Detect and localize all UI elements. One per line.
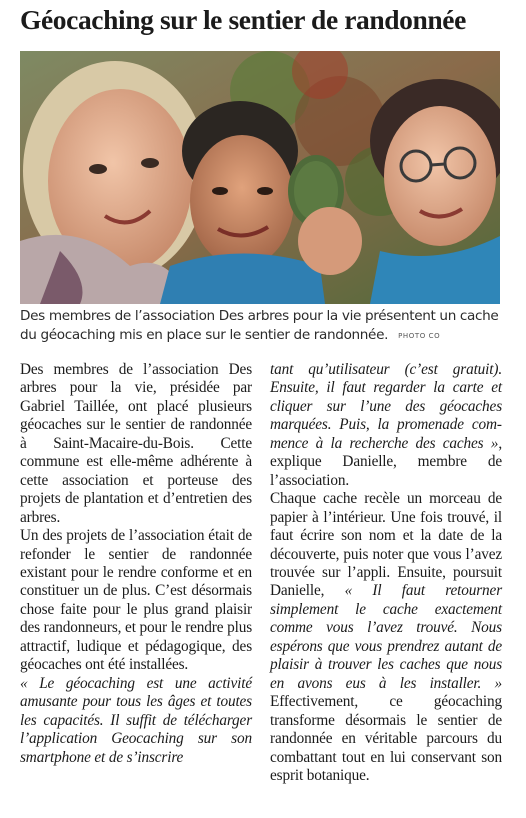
paragraph	[270, 490, 502, 785]
caption-text: Des membres de l’association Des arbres pour la vie présentent un cache du géocaching mis en place sur le sentier de randonnée.	[20, 308, 499, 343]
paragraph-text: , explique Danielle, membre de l’association.	[270, 434, 502, 489]
paragraph: Un des projets de l’association était de refonder le sentier de randonnée existant pour le rendre conforme et en constituer un de plus. C’est désormais chose faite pour le plus grand plaisir des randonneurs, et pour le rendre plus attractif, ludique et pédagogique, des géocaches ont été installées.	[20, 527, 252, 674]
quote-text: tant qu’utilisateur (c’est gratuit). Ensuite, il faut regarder la carte et cliquer sur l’une des géocaches marquées. Puis, la promenade commence à la recherche des caches »	[270, 361, 502, 452]
article-column-left	[20, 361, 252, 767]
paragraph-text: Effectivement, ce géocaching transforme désormais le sentier de randonnée en véritable parcours du combattant tout en lui conservant son esprit botanique.	[270, 693, 502, 784]
quote-text: « Il faut retourner simplement le cache exactement comme vous l’avez trouvé. Nous espérons que vous prendrez autant de plaisir à trouver les caches que nous en avons eus à les installer. »	[270, 582, 502, 692]
quote-text: « Le géocaching est une activité amusante pour tous les âges et toutes les capacités. Il suffit de télécharger l’application Geocaching sur son smartphone et de s’inscrire	[20, 674, 252, 766]
paragraph-text: Chaque cache recèle un morceau de papier à l’intérieur. Une fois trouvé, il faut écrire son nom et la date de la découverte, puis noter que vous l’avez trouvée sur l’appli. Ensuite, poursuit Danielle,	[270, 490, 502, 600]
article-headline: Géocaching sur le sentier de randonnée	[20, 4, 466, 35]
paragraph	[20, 675, 252, 767]
photo-caption	[20, 307, 504, 345]
article-column-right	[270, 361, 502, 785]
paragraph	[270, 361, 502, 490]
article-photo	[20, 51, 500, 304]
paragraph: Des membres de l’association Des arbres pour la vie, présidée par Gabriel Taillée, ont placé plusieurs géocaches sur le sentier de randonnée à Saint-Macaire-du-Bois. Cette commune est elle-même adhérente à cette association et porteuse des projets de plantation et d’entretien des arbres.	[20, 361, 252, 526]
photo-credit: PHOTO CO	[398, 331, 441, 340]
